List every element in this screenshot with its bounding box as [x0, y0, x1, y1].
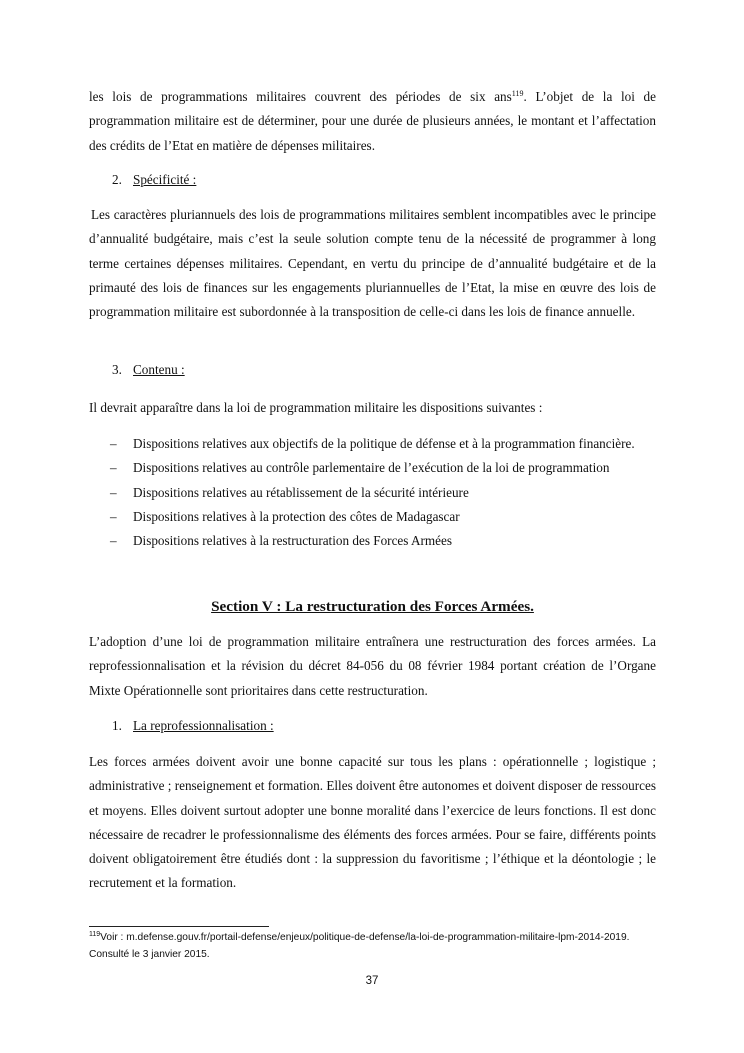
- list-item: [89, 529, 656, 553]
- dash-bullet: –: [110, 460, 117, 476]
- heading-title: Contenu :: [133, 362, 185, 377]
- section-title: Section V : La restructuration des Forces Armées.: [211, 598, 534, 615]
- list-item-text: Dispositions relatives à la restructuration des Forces Armées: [133, 533, 452, 549]
- heading-reprofessionnalisation: [112, 714, 274, 738]
- list-item: [89, 456, 656, 480]
- heading-title: Spécificité :: [133, 172, 197, 187]
- list-item: [89, 505, 656, 529]
- footnote-reference: 119: [511, 89, 524, 98]
- heading-title: La reprofessionnalisation :: [133, 718, 274, 733]
- dispositions-list: [89, 432, 656, 553]
- page-number: 37: [365, 975, 379, 987]
- heading-number: 2.: [112, 172, 122, 187]
- list-item-text: Dispositions relatives au contrôle parlementaire de l’exécution de la loi de programmation: [133, 460, 610, 476]
- paragraph-text: . L’objet de la loi de programmation militaire est de déterminer, pour une durée de plusieurs années, le montant et l’affectation des crédits de l’Etat en matière de dépenses militaires.: [89, 89, 657, 153]
- paragraph-text: les lois de programmations militaires couvrent des périodes de six ans: [89, 89, 512, 104]
- footnote-number: 119: [89, 931, 101, 938]
- paragraph-restructuration: L’adoption d’une loi de programmation militaire entraînera une restructuration des forces armées. La reprofessionnalisation et la révision du décret 84-056 du 08 février 1984 portant création de l’Organe Mixte Opérationnelle sont prioritaires dans cette restructuration.: [89, 634, 656, 698]
- list-item: [89, 432, 656, 456]
- dash-bullet: –: [110, 436, 117, 451]
- paragraph-dispositions-intro: Il devrait apparaître dans la loi de programmation militaire les dispositions suivantes :: [89, 400, 543, 415]
- heading-specificite: [112, 168, 196, 192]
- dash-bullet: –: [110, 533, 117, 549]
- list-item-text: Dispositions relatives au rétablissement de la sécurité intérieure: [133, 484, 469, 500]
- heading-number: 3.: [112, 362, 122, 377]
- dash-bullet: –: [110, 484, 117, 500]
- footnote-separator: [89, 926, 269, 927]
- list-item: [89, 481, 656, 505]
- paragraph-programming-period: [89, 85, 656, 158]
- paragraph-specificite: Les caractères pluriannuels des lois de programmations militaires semblent incompatibles avec le principe d’annualité budgétaire, mais c’est la seule solution compte tenu de la nécessité de programmer à long terme certaines dépenses militaires. Cependant, en vertu du principe de d’annualité budgétaire et de la primauté des lois de finances sur les engagements pluriannuelles de l’Etat, la mise en œuvre des lois de programmation militaire est subordonnée à la transposition de celle-ci dans les lois de finance annuelle.: [89, 207, 656, 320]
- footnote: [89, 930, 656, 963]
- heading-number: 1.: [112, 718, 122, 733]
- list-item-text: Dispositions relatives à la protection des côtes de Madagascar: [133, 508, 460, 524]
- list-item-text: Dispositions relatives aux objectifs de la politique de défense et à la programmation financière.: [133, 436, 635, 451]
- heading-contenu: [112, 358, 185, 382]
- dash-bullet: –: [110, 508, 117, 524]
- footnote-text: Voir : m.defense.gouv.fr/portail-defense/enjeux/politique-de-defense/la-loi-de-programmation-militaire-lpm-2014-2019. Consulté le 3 janvier 2015.: [89, 932, 630, 960]
- paragraph-reprofessionnalisation: Les forces armées doivent avoir une bonne capacité sur tous les plans : opérationnelle ; logistique ; administrative ; renseignement et formation. Elles doivent être autonomes et doivent disposer de ressources et moyens. Elles doivent surtout adopter une bonne moralité dans l’exercice de leurs fonctions. Il est donc nécessaire de recadrer le professionnalisme des éléments des forces armées. Pour se faire, différents points doivent obligatoirement être étudiés dont : la suppression du favoritisme ; l’éthique et la déontologie ; le recrutement et la formation.: [89, 754, 656, 891]
